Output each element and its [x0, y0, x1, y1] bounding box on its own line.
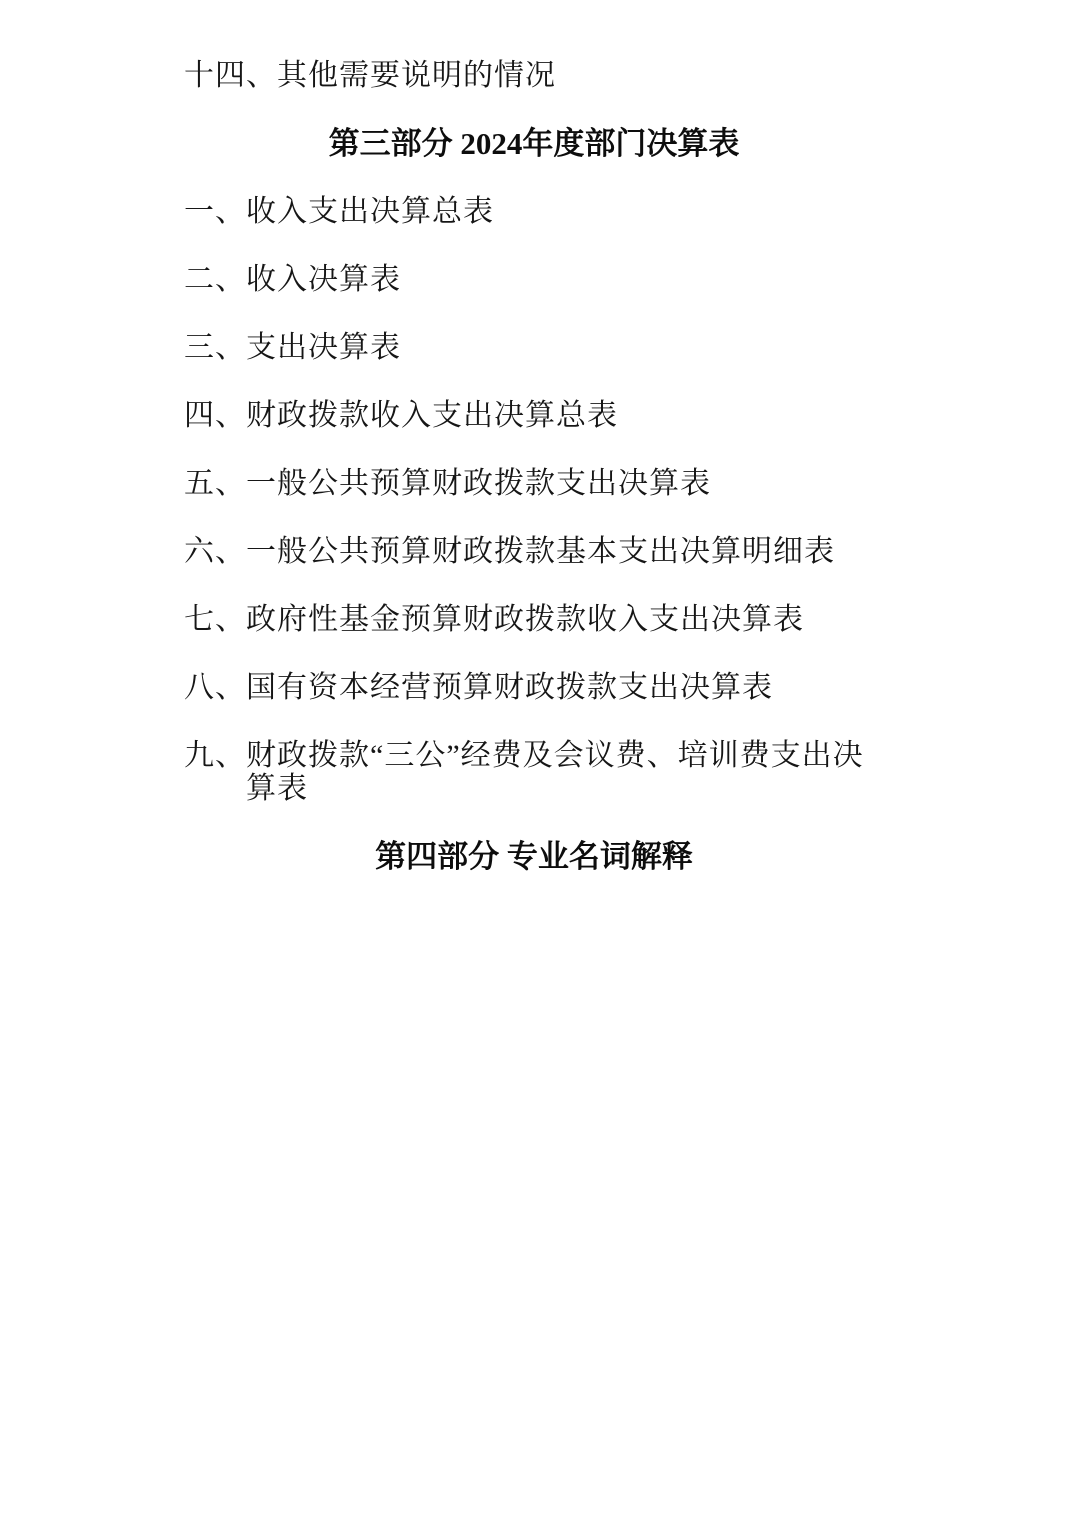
toc-item-4 [184, 399, 884, 432]
toc-item-text: 一般公共预算财政拨款基本支出决算明细表 [246, 535, 835, 568]
toc-item-2 [184, 263, 884, 296]
toc-item-6 [184, 535, 884, 568]
toc-item-text: 收入决算表 [246, 263, 401, 296]
toc-item-number: 五、 [184, 467, 246, 500]
toc-item-text: 收入支出决算总表 [246, 195, 494, 228]
toc-item-text: 财政拨款“三公”经费及会议费、培训费支出决算表 [246, 739, 864, 805]
section-item-fourteen: 十四、其他需要说明的情况 [184, 59, 556, 92]
toc-item-text: 政府性基金预算财政拨款收入支出决算表 [246, 603, 804, 636]
toc-item-number: 八、 [184, 671, 246, 704]
toc-item-text: 一般公共预算财政拨款支出决算表 [246, 467, 711, 500]
part3-heading: 第三部分 2024年度部门决算表 [328, 126, 740, 161]
toc-item-text: 国有资本经营预算财政拨款支出决算表 [246, 671, 773, 704]
toc-item-3 [184, 331, 884, 364]
toc-item-number: 三、 [184, 331, 246, 364]
toc-item-number: 一、 [184, 195, 246, 228]
toc-item-1 [184, 195, 884, 228]
toc-item-number: 四、 [184, 399, 246, 432]
toc-item-7 [184, 603, 884, 636]
toc-item-text: 支出决算表 [246, 331, 401, 364]
toc-item-number: 六、 [184, 535, 246, 568]
toc-item-number: 七、 [184, 603, 246, 636]
part4-heading: 第四部分 专业名词解释 [375, 839, 693, 874]
toc-item-number: 二、 [184, 263, 246, 296]
toc-item-8 [184, 671, 884, 704]
toc-item-text: 财政拨款收入支出决算总表 [246, 399, 618, 432]
toc-item-9 [184, 739, 884, 805]
toc-item-5 [184, 467, 884, 500]
toc-item-number: 九、 [184, 739, 246, 772]
